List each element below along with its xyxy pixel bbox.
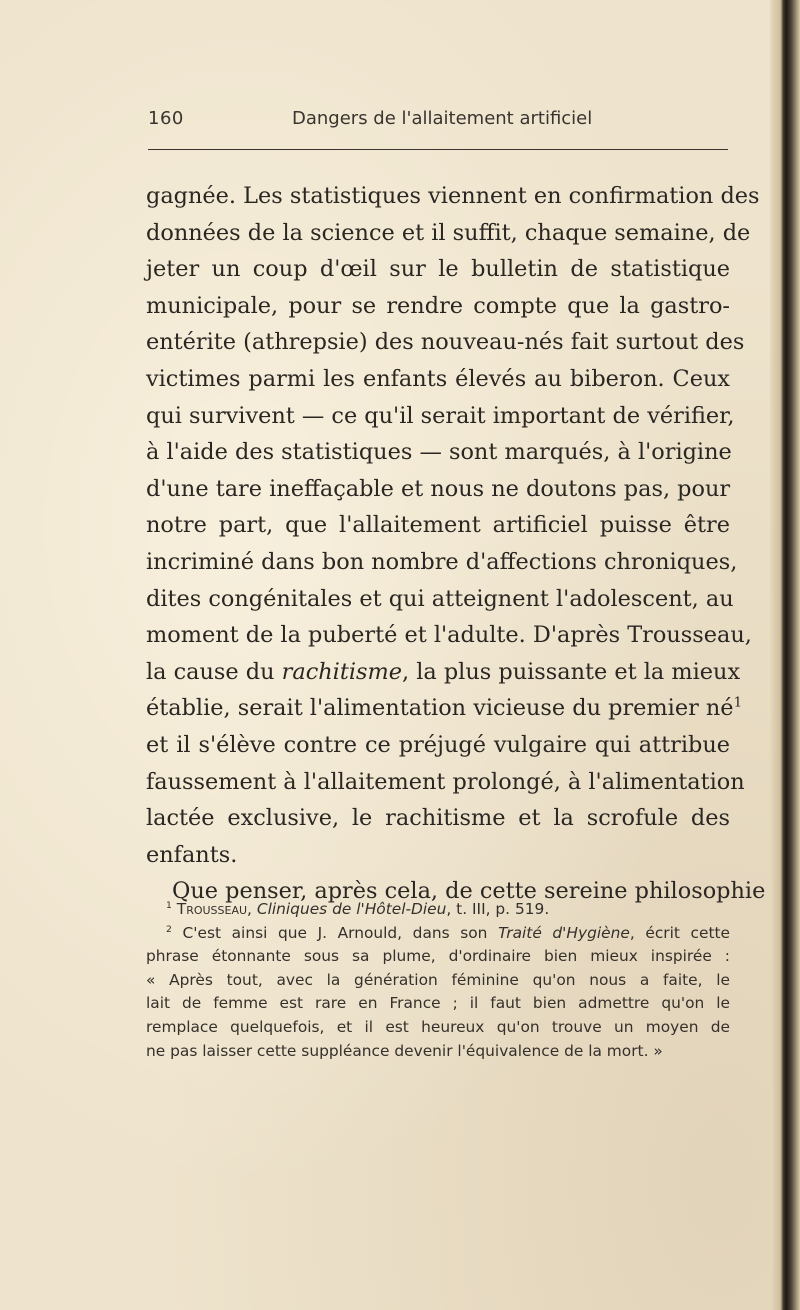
footnote-line: phrase étonnante sous sa plume, d'ordinaire bien mieux inspirée : (146, 947, 730, 966)
text-line: faussement à l'allaitement prolongé, à l'alimentation (146, 768, 745, 795)
text-line: et il s'élève contre ce préjugé vulgaire qui attribue (146, 731, 730, 758)
text-line: victimes parmi les enfants élevés au biberon. Ceux (146, 365, 730, 392)
text-line: lactée exclusive, le rachitisme et la scrofule des (146, 805, 730, 832)
footnote-ref-1: 1 (733, 695, 743, 711)
footnote-text: , t. III, p. 519. (446, 900, 550, 918)
footnote-author: Trousseau (176, 900, 248, 918)
footnote-title: Traité d'Hygiène (498, 923, 630, 942)
text-line: entérite (athrepsie) des nouveau-nés fait surtout des (146, 329, 745, 356)
text-line: gagnée. Les statistiques viennent en confirmation des (146, 183, 760, 209)
footnote-line: « Après tout, avec la génération féminine qu'on nous a faite, le (146, 970, 730, 989)
footnote-line: ne pas laisser cette suppléance devenir l'équivalence de la mort. » (146, 1041, 663, 1060)
text-line: qui survivent — ce qu'il serait important de vérifier, (146, 402, 735, 429)
italic-term: rachitisme (281, 658, 402, 685)
text-line (146, 690, 743, 727)
text-line: notre part, que l'allaitement artificiel puisse être (146, 512, 730, 539)
footnote-line: lait de femme est rare en France ; il faut bien admettre qu'on le (146, 994, 730, 1013)
footnotes (146, 898, 730, 1063)
text-line: municipale, pour se rendre compte que la gastro- (146, 292, 730, 319)
text-fragment: la cause du (146, 658, 282, 685)
footnote-text: C'est ainsi que J. Arnould, dans son (182, 923, 499, 942)
footnote-text: , écrit cette (629, 923, 730, 942)
footnote-line: remplace quelquefois, et il est heureux qu'on trouve un moyen de (146, 1017, 730, 1036)
footnote-marker: 2 (166, 923, 172, 935)
text-line (146, 654, 741, 691)
footnote-2 (146, 922, 730, 946)
text-fragment: établie, serait l'alimentation vicieuse du premier né (146, 695, 734, 722)
page-number: 160 (148, 108, 184, 129)
text-line: enfants. (146, 841, 238, 868)
text-line: données de la science et il suffit, chaque semaine, de (146, 219, 751, 246)
text-line: d'une tare ineffaçable et nous ne doutons pas, pour (146, 475, 731, 502)
main-text (146, 178, 766, 910)
text-line: incriminé dans bon nombre d'affections chroniques, (146, 548, 738, 575)
running-title: Dangers de l'allaitement artificiel (292, 108, 593, 129)
header-rule (148, 149, 728, 150)
running-head (148, 108, 728, 134)
footnote-1: $^1$ Trousseau, Cliniques de l'Hôtel-Dieu, t. III, p. 519. (166, 899, 550, 918)
footnote-title: Cliniques de l'Hôtel-Dieu (256, 900, 447, 918)
text-line: à l'aide des statistiques — sont marqués, à l'origine (146, 439, 732, 466)
footnote-marker: 1 (166, 899, 172, 911)
text-line: jeter un coup d'œil sur le bulletin de statistique (146, 256, 730, 283)
text-fragment: Que penser, après cela, de cette sereine philosophie (172, 878, 766, 905)
text-line: dites congénitales et qui atteignent l'adolescent, au (146, 585, 734, 612)
book-spine-edge (770, 0, 800, 1310)
text-fragment: , la plus puissante et la mieux (401, 658, 741, 685)
text-line: moment de la puberté et l'adulte. D'après Trousseau, (146, 622, 752, 649)
